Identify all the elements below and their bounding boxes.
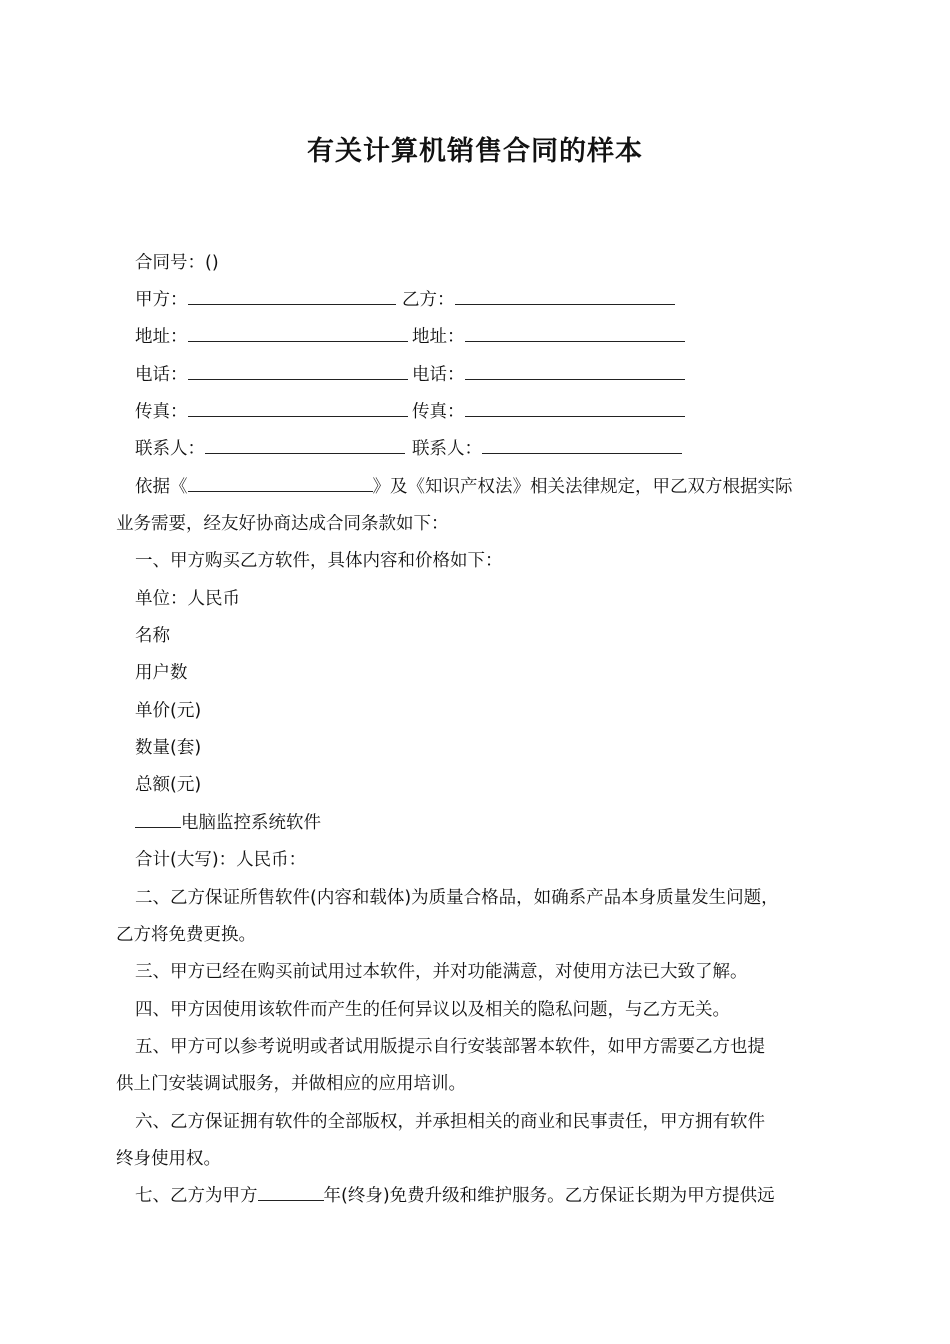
clause-4: 四、甲方因使用该软件而产生的任何异议以及相关的隐私问题，与乙方无关。 [135, 1000, 730, 1020]
fax-a-label: 传真： [135, 402, 188, 422]
contact-b-blank [482, 435, 682, 454]
table-item-unit: 单位：人民币 [135, 589, 240, 609]
clause-7-prefix: 七、乙方为甲方 [135, 1186, 258, 1206]
contact-a-row [135, 435, 405, 463]
table-item-name: 名称 [135, 626, 170, 646]
address-a-blank [188, 323, 408, 342]
clause-6-line-1: 六、乙方保证拥有软件的全部版权，并承担相关的商业和民事责任，甲方拥有软件 [135, 1112, 765, 1132]
total-amount: 合计(大写)：人民币： [135, 850, 307, 870]
party-a-blank [188, 286, 396, 305]
basis-line-2: 业务需要，经友好协商达成合同条款如下： [116, 514, 449, 534]
contact-a-blank [205, 435, 405, 454]
clause-5-line-2: 供上门安装调试服务，并做相应的应用培训。 [116, 1074, 466, 1094]
table-item-users: 用户数 [135, 663, 188, 683]
clause-2-line-2: 乙方将免费更换。 [116, 925, 256, 945]
fax-a-row [135, 398, 408, 426]
party-b-label: 乙方： [402, 290, 455, 310]
party-b-row [402, 286, 675, 314]
fax-a-blank [188, 398, 408, 417]
basis-line-1 [135, 473, 793, 501]
clause-3: 三、甲方已经在购买前试用过本软件，并对功能满意，对使用方法已大致了解。 [135, 962, 748, 982]
address-a-row [135, 323, 408, 351]
phone-b-label: 电话： [412, 365, 465, 385]
clause-5-line-1: 五、甲方可以参考说明或者试用版提示自行安装部署本软件，如甲方需要乙方也提 [135, 1037, 765, 1057]
clause-7-suffix: 年(终身)免费升级和维护服务。乙方保证长期为甲方提供远 [323, 1186, 775, 1206]
phone-b-blank [465, 361, 685, 380]
phone-a-row [135, 361, 408, 389]
phone-a-blank [188, 361, 408, 380]
clause-1: 一、甲方购买乙方软件，具体内容和价格如下： [135, 551, 503, 571]
table-item-unit-price: 单价(元) [135, 701, 202, 721]
contact-a-label: 联系人： [135, 439, 205, 459]
basis-prefix: 依据《 [135, 477, 188, 497]
table-item-total: 总额(元) [135, 775, 202, 795]
clause-7-line-1 [135, 1182, 775, 1210]
law-name-blank [188, 473, 373, 492]
basis-suffix: 》及《知识产权法》相关法律规定，甲乙双方根据实际 [372, 477, 793, 497]
party-b-blank [455, 286, 675, 305]
fax-b-label: 传真： [412, 402, 465, 422]
fax-b-blank [465, 398, 685, 417]
fax-b-row [412, 398, 685, 426]
product-name: 电脑监控系统软件 [181, 813, 321, 833]
contract-number: 合同号：() [135, 253, 219, 273]
contact-b-label: 联系人： [412, 439, 482, 459]
party-a-label: 甲方： [135, 290, 188, 310]
product-row [135, 809, 321, 837]
address-a-label: 地址： [135, 327, 188, 347]
contact-b-row [412, 435, 682, 463]
party-a-row [135, 286, 396, 314]
clause-2-line-1: 二、乙方保证所售软件(内容和载体)为质量合格品，如确系产品本身质量发生问题， [135, 888, 779, 908]
phone-b-row [412, 361, 685, 389]
clause-6-line-2: 终身使用权。 [116, 1149, 221, 1169]
product-blank [135, 809, 181, 828]
table-item-quantity: 数量(套) [135, 738, 202, 758]
years-blank [258, 1182, 324, 1201]
address-b-label: 地址： [412, 327, 465, 347]
address-b-blank [465, 323, 685, 342]
document-title: 有关计算机销售合同的样本 [307, 136, 643, 167]
address-b-row [412, 323, 685, 351]
phone-a-label: 电话： [135, 365, 188, 385]
